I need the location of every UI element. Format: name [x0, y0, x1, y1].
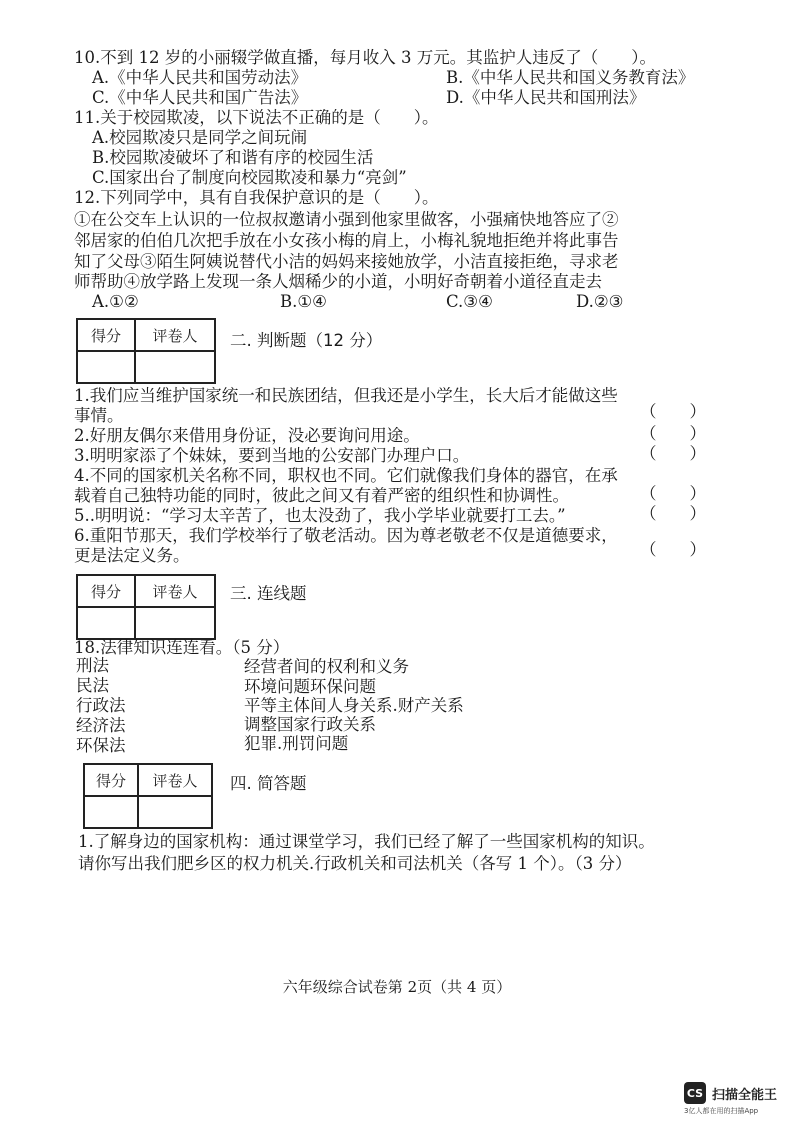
matching-right-item[interactable]: 调整国家行政关系 [244, 715, 376, 734]
score-table [76, 318, 216, 384]
q12-body-line: 师帮助④放学路上发现一条人烟稀少的小道，小明好奇朝着小道径直走去 [74, 272, 602, 291]
q12-body-line: 知了父母③陌生阿姨说替代小洁的妈妈来接她放学，小洁直接拒绝，寻求老 [74, 252, 619, 271]
matching-left-item[interactable]: 刑法 [76, 656, 109, 675]
answer-blank[interactable]: （ ） [640, 484, 706, 503]
watermark-name: 扫描全能王 [712, 1087, 778, 1103]
q11-option-b: B.校园欺凌破坏了和谐有序的校园生活 [92, 148, 374, 167]
answer-blank[interactable]: （ ） [640, 444, 706, 463]
q12-stem: 12.下列同学中，具有自我保护意识的是（ ）。 [74, 188, 439, 207]
judge-item: 5..明明说：“学习太辛苦了，也太没劲了，我小学毕业就要打工去。” [74, 506, 566, 525]
judge-item: 载着自己独特功能的同时，彼此之间又有着严密的组织性和协调性。 [74, 486, 569, 505]
q10-option-b: B.《中华人民共和国义务教育法》 [446, 68, 695, 87]
q11-option-a: A.校园欺凌只是同学之间玩闹 [92, 128, 308, 147]
scanner-watermark [684, 1082, 777, 1104]
matching-left-item[interactable]: 经济法 [76, 716, 126, 735]
camscanner-logo-icon: CS [684, 1082, 706, 1104]
answer-blank[interactable]: （ ） [640, 424, 706, 443]
matching-right-item[interactable]: 犯罪.刑罚问题 [244, 734, 349, 753]
judge-item: 4.不同的国家机关名称不同，职权也不同。它们就像我们身体的器官，在承 [74, 466, 618, 485]
section-title: 二. 判断题（12 分） [230, 331, 383, 350]
q12-option-b: B.①④ [280, 292, 327, 311]
q12-option-d: D.②③ [576, 292, 624, 311]
matching-right-item[interactable]: 经营者间的权利和义务 [244, 657, 409, 676]
grader-cell[interactable] [138, 796, 212, 828]
watermark-tagline: 3亿人都在用的扫描App [684, 1107, 759, 1115]
answer-blank[interactable]: （ ） [640, 540, 706, 559]
judge-item: 1.我们应当维护国家统一和民族团结，但我还是小学生，长大后才能做这些 [74, 386, 618, 405]
grader-header: 评卷人 [138, 764, 212, 796]
q12-option-a: A.①② [92, 292, 139, 311]
judge-item: 事情。 [74, 406, 124, 425]
answer-blank[interactable]: （ ） [640, 504, 706, 523]
q10-option-a: A.《中华人民共和国劳动法》 [92, 68, 308, 87]
q11-option-c: C.国家出台了制度向校园欺凌和暴力“亮剑” [92, 168, 407, 187]
page-footer: 六年级综合试卷第 2页（共 4 页） [282, 978, 512, 996]
matching-right-item[interactable]: 平等主体间人身关系.财产关系 [244, 696, 464, 715]
q10-option-c: C.《中华人民共和国广告法》 [92, 88, 308, 107]
grader-cell[interactable] [135, 351, 215, 383]
q12-body-line: ①在公交车上认识的一位叔叔邀请小强到他家里做客，小强痛快地答应了② [74, 210, 619, 229]
score-cell[interactable] [84, 796, 138, 828]
judge-item: 6.重阳节那天，我们学校举行了敬老活动。因为尊老敬老不仅是道德要求， [74, 526, 618, 545]
score-header: 得分 [84, 764, 138, 796]
score-header: 得分 [77, 319, 135, 351]
q12-body-line: 邻居家的伯伯几次把手放在小女孩小梅的肩上，小梅礼貌地拒绝并将此事告 [74, 231, 619, 250]
short-answer-question: 1.了解身边的国家机构：通过课堂学习，我们已经了解了一些国家机构的知识。 [78, 832, 655, 851]
grader-header: 评卷人 [135, 575, 215, 607]
short-answer-question: 请你写出我们肥乡区的权力机关.行政机关和司法机关（各写 1 个）。（3 分） [78, 854, 632, 873]
score-table [76, 574, 216, 640]
judge-item: 更是法定义务。 [74, 546, 190, 565]
matching-right-item[interactable]: 环境问题环保问题 [244, 677, 376, 696]
matching-left-item[interactable]: 行政法 [76, 696, 126, 715]
grader-cell[interactable] [135, 607, 215, 639]
grader-header: 评卷人 [135, 319, 215, 351]
score-header: 得分 [77, 575, 135, 607]
section-title: 三. 连线题 [230, 584, 307, 603]
judge-item: 3.明明家添了个妹妹，要到当地的公安部门办理户口。 [74, 446, 470, 465]
q11-stem: 11.关于校园欺凌，以下说法不正确的是（ ）。 [74, 108, 439, 127]
q12-option-c: C.③④ [446, 292, 493, 311]
score-table [83, 763, 213, 829]
score-cell[interactable] [77, 351, 135, 383]
matching-left-item[interactable]: 民法 [76, 676, 109, 695]
score-cell[interactable] [77, 607, 135, 639]
matching-left-item[interactable]: 环保法 [76, 736, 126, 755]
section-title: 四. 简答题 [230, 774, 307, 793]
judge-item: 2.好朋友偶尔来借用身份证，没必要询问用途。 [74, 426, 420, 445]
answer-blank[interactable]: （ ） [640, 402, 706, 421]
q10-stem: 10.不到 12 岁的小丽辍学做直播，每月收入 3 万元。其监护人违反了（ ）。 [74, 48, 656, 67]
q10-option-d: D.《中华人民共和国刑法》 [446, 88, 646, 107]
matching-question: 18.法律知识连连看。（5 分） [74, 638, 290, 657]
